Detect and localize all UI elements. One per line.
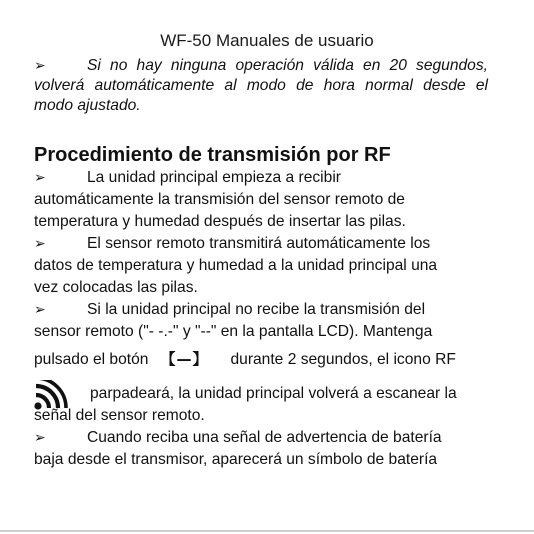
bullet-arrow-icon: ➢ <box>34 58 46 74</box>
bullet-arrow-icon: ➢ <box>34 302 46 318</box>
paragraph-1-line-1: ➢ La unidad principal empieza a recibir <box>34 169 341 186</box>
intro-line-2: volverá automáticamente al modo de hora normal desde el <box>34 77 488 94</box>
paragraph-1-line-3: temperatura y humedad después de insertar las pilas. <box>34 213 406 230</box>
page-title: WF-50 Manuales de usuario <box>160 31 374 50</box>
paragraph-3-line-5: señal del sensor remoto. <box>34 407 205 424</box>
paragraph-2-line-1: ➢ El sensor remoto transmitirá automáticamente los <box>34 235 431 252</box>
page-bottom-rule <box>0 530 534 532</box>
paragraph-3-line-1: ➢ Si la unidad principal no recibe la transmisión del <box>34 301 426 318</box>
paragraph-2-line-3: vez colocadas las pilas. <box>34 279 198 296</box>
paragraph-1-line-2: automáticamente la transmisión del sensor remoto de <box>34 191 405 208</box>
paragraph-3-line-4: parpadeará, la unidad principal volverá a escanear la <box>90 385 457 402</box>
paragraph-3-line-3: pulsado el botón 【—】 durante 2 segundos, el icono RF <box>34 350 456 368</box>
paragraph-2-line-2: datos de temperatura y humedad a la unidad principal una <box>34 257 438 274</box>
button-symbol: 【—】 <box>160 350 209 368</box>
intro-line-3: modo ajustado. <box>34 97 141 114</box>
paragraph-4-line-2: baja desde el transmisor, aparecerá un símbolo de batería <box>34 451 438 468</box>
intro-line-1: ➢ Si no hay ninguna operación válida en 20 segundos, <box>34 57 488 74</box>
paragraph-3-line-2: sensor remoto ("- -.-" y "--" en la pantalla LCD). Mantenga <box>34 323 433 340</box>
bullet-arrow-icon: ➢ <box>34 430 46 446</box>
bullet-arrow-icon: ➢ <box>34 236 46 252</box>
paragraph-4-line-1: ➢ Cuando reciba una señal de advertencia de batería <box>34 429 442 446</box>
section-heading: Procedimiento de transmisión por RF <box>34 144 391 166</box>
bullet-arrow-icon: ➢ <box>34 170 46 186</box>
